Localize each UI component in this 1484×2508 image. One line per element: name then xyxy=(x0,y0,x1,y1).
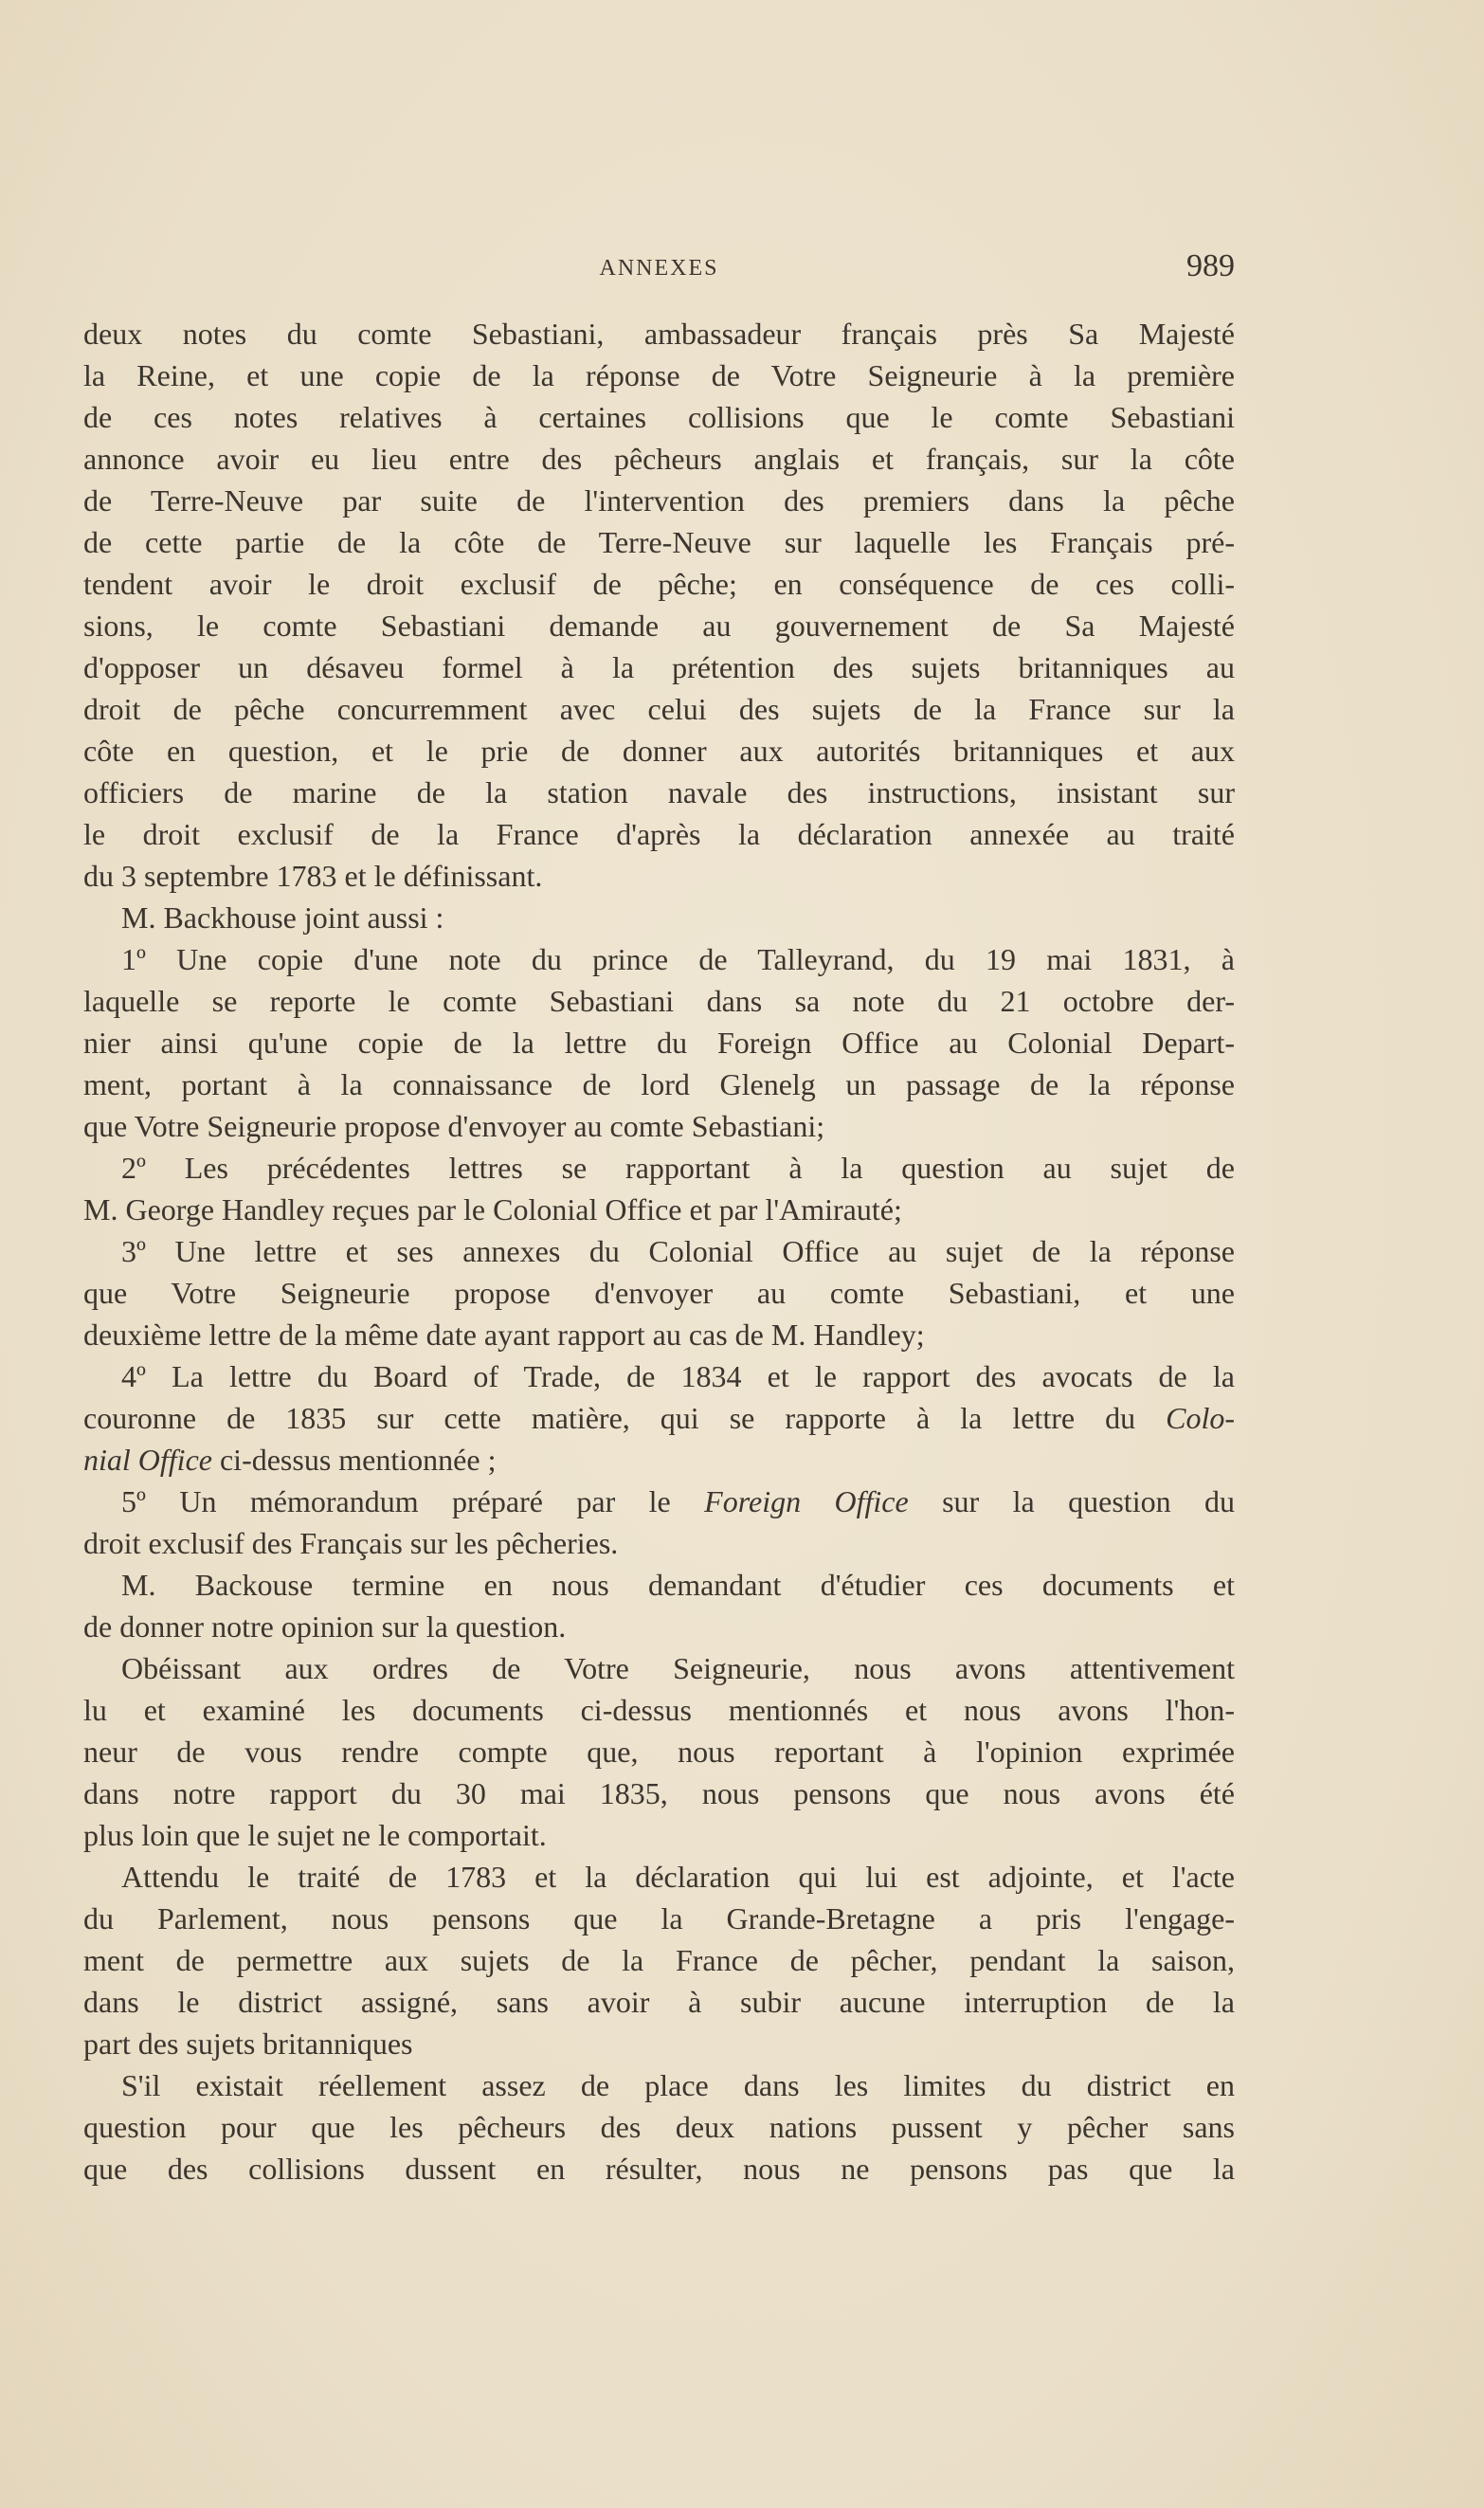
text-line xyxy=(83,855,1235,897)
text-line xyxy=(83,563,1235,605)
text-line xyxy=(83,480,1235,521)
paragraph xyxy=(83,2064,1235,2190)
text-segment: de donner notre opinion sur la question. xyxy=(83,1609,567,1644)
paragraph xyxy=(83,1564,1235,1647)
running-head: ANNEXES xyxy=(599,256,719,281)
text-segment: 5º Un mémorandum préparé par le xyxy=(121,1484,705,1518)
text-line xyxy=(83,897,1235,938)
text-line xyxy=(83,396,1235,438)
text-segment: 3º Une lettre et ses annexes du Colonial Office au sujet de la réponse xyxy=(121,1234,1235,1268)
text-line xyxy=(83,1439,1235,1481)
text-line xyxy=(83,1063,1235,1105)
paragraph xyxy=(83,1230,1235,1355)
text-line xyxy=(83,2148,1235,2190)
text-line xyxy=(83,1147,1235,1189)
text-segment: plus loin que le sujet ne le comportait. xyxy=(83,1818,547,1852)
text-segment: droit de pêche concurremment avec celui des sujets de la France sur la xyxy=(83,692,1235,726)
text-segment: neur de vous rendre compte que, nous reportant à l'opinion exprimée xyxy=(83,1735,1235,1769)
body-text xyxy=(83,313,1235,2190)
italic-text: Colo- xyxy=(1166,1401,1235,1435)
text-segment: deux notes du comte Sebastiani, ambassadeur français près Sa Majesté xyxy=(83,317,1235,351)
text-segment: M. George Handley reçues par le Colonial Office et par l'Amirauté; xyxy=(83,1192,902,1227)
text-segment: dans le district assigné, sans avoir à subir aucune interruption de la xyxy=(83,1985,1235,2019)
text-line xyxy=(83,354,1235,396)
text-line xyxy=(83,313,1235,354)
text-line xyxy=(83,1731,1235,1772)
text-line xyxy=(83,980,1235,1022)
text-line xyxy=(83,1939,1235,1981)
paragraph xyxy=(83,1856,1235,2064)
text-line xyxy=(83,2106,1235,2148)
text-line xyxy=(83,772,1235,813)
text-line xyxy=(83,1189,1235,1230)
text-segment: lu et examiné les documents ci-dessus mentionnés et nous avons l'hon- xyxy=(83,1693,1235,1727)
text-line xyxy=(83,1022,1235,1063)
text-segment: sur la question du xyxy=(908,1484,1235,1518)
text-line xyxy=(83,1606,1235,1647)
text-segment: du 3 septembre 1783 et le définissant. xyxy=(83,859,543,893)
paragraph xyxy=(83,1481,1235,1564)
paragraph xyxy=(83,1647,1235,1856)
page-number: 989 xyxy=(1186,248,1235,283)
text-line xyxy=(83,1898,1235,1939)
text-segment: Obéissant aux ordres de Votre Seigneurie, nous avons attentivement xyxy=(121,1651,1235,1685)
text-segment: 4º La lettre du Board of Trade, de 1834 et le rapport des avocats de la xyxy=(121,1359,1235,1393)
text-line xyxy=(83,2023,1235,2064)
text-segment: que Votre Seigneurie propose d'envoyer au comte Sebastiani, et une xyxy=(83,1276,1235,1310)
text-segment: M. Backhouse joint aussi : xyxy=(121,900,444,935)
text-segment: 2º Les précédentes lettres se rapportant à la question au sujet de xyxy=(121,1151,1235,1185)
text-segment: de Terre-Neuve par suite de l'intervention des premiers dans la pêche xyxy=(83,483,1235,518)
page-header xyxy=(83,248,1235,290)
text-segment: S'il existait réellement assez de place dans les limites du district en xyxy=(121,2068,1235,2102)
italic-text: nial Office xyxy=(83,1443,212,1477)
text-line xyxy=(83,1397,1235,1439)
text-segment: couronne de 1835 sur cette matière, qui se rapporte à la lettre du xyxy=(83,1401,1167,1435)
text-segment: nier ainsi qu'une copie de la lettre du Foreign Office au Colonial Depart- xyxy=(83,1026,1235,1060)
text-segment: sions, le comte Sebastiani demande au gouvernement de Sa Majesté xyxy=(83,609,1235,643)
text-segment: le droit exclusif de la France d'après la déclaration annexée au traité xyxy=(83,817,1235,851)
text-segment: ment, portant à la connaissance de lord Glenelg un passage de la réponse xyxy=(83,1067,1235,1101)
text-line xyxy=(83,1647,1235,1689)
text-segment: annonce avoir eu lieu entre des pêcheurs anglais et français, sur la côte xyxy=(83,442,1235,476)
text-line xyxy=(83,1564,1235,1606)
text-line xyxy=(83,521,1235,563)
text-line xyxy=(83,1314,1235,1355)
text-segment: tendent avoir le droit exclusif de pêche; en conséquence de ces colli- xyxy=(83,567,1235,601)
text-line xyxy=(83,1355,1235,1397)
italic-text: Foreign Office xyxy=(704,1484,909,1518)
text-line xyxy=(83,813,1235,855)
text-segment: part des sujets britanniques xyxy=(83,2026,413,2061)
text-segment: d'opposer un désaveu formel à la prétention des sujets britanniques au xyxy=(83,650,1235,684)
text-line xyxy=(83,1230,1235,1272)
text-line xyxy=(83,1522,1235,1564)
paragraph xyxy=(83,897,1235,938)
text-segment: ment de permettre aux sujets de la France de pêcher, pendant la saison, xyxy=(83,1943,1235,1977)
text-segment: officiers de marine de la station navale des instructions, insistant sur xyxy=(83,775,1235,809)
text-line xyxy=(83,2064,1235,2106)
text-segment: dans notre rapport du 30 mai 1835, nous pensons que nous avons été xyxy=(83,1776,1235,1810)
text-segment: côte en question, et le prie de donner aux autorités britanniques et aux xyxy=(83,734,1235,768)
text-segment: que des collisions dussent en résulter, nous ne pensons pas que la xyxy=(83,2152,1235,2186)
text-line xyxy=(83,938,1235,980)
text-segment: que Votre Seigneurie propose d'envoyer au comte Sebastiani; xyxy=(83,1109,825,1143)
text-line xyxy=(83,1856,1235,1898)
text-line xyxy=(83,1981,1235,2023)
text-line xyxy=(83,646,1235,688)
text-segment: de cette partie de la côte de Terre-Neuve sur laquelle les Français pré- xyxy=(83,525,1235,559)
text-line xyxy=(83,438,1235,480)
text-segment: question pour que les pêcheurs des deux nations pussent y pêcher sans xyxy=(83,2110,1235,2144)
text-line xyxy=(83,1105,1235,1147)
text-segment: laquelle se reporte le comte Sebastiani dans sa note du 21 octobre der- xyxy=(83,984,1235,1018)
text-segment: ci-dessus mentionnée ; xyxy=(211,1443,497,1477)
text-line xyxy=(83,1481,1235,1522)
text-segment: droit exclusif des Français sur les pêcheries. xyxy=(83,1526,619,1560)
paragraph xyxy=(83,313,1235,897)
text-line xyxy=(83,1272,1235,1314)
text-segment: M. Backouse termine en nous demandant d'étudier ces documents et xyxy=(121,1568,1235,1602)
paragraph xyxy=(83,938,1235,1147)
text-segment: Attendu le traité de 1783 et la déclaration qui lui est adjointe, et l'acte xyxy=(121,1860,1235,1894)
text-segment: de ces notes relatives à certaines collisions que le comte Sebastiani xyxy=(83,400,1235,434)
text-line xyxy=(83,1689,1235,1731)
paragraph xyxy=(83,1355,1235,1481)
text-segment: 1º Une copie d'une note du prince de Talleyrand, du 19 mai 1831, à xyxy=(121,942,1235,976)
text-line xyxy=(83,605,1235,646)
text-line xyxy=(83,730,1235,772)
text-segment: deuxième lettre de la même date ayant rapport au cas de M. Handley; xyxy=(83,1318,925,1352)
text-line xyxy=(83,688,1235,730)
text-segment: la Reine, et une copie de la réponse de Votre Seigneurie à la première xyxy=(83,358,1235,392)
paragraph xyxy=(83,1147,1235,1230)
text-line xyxy=(83,1772,1235,1814)
text-segment: du Parlement, nous pensons que la Grande-Bretagne a pris l'engage- xyxy=(83,1901,1235,1936)
text-line xyxy=(83,1814,1235,1856)
